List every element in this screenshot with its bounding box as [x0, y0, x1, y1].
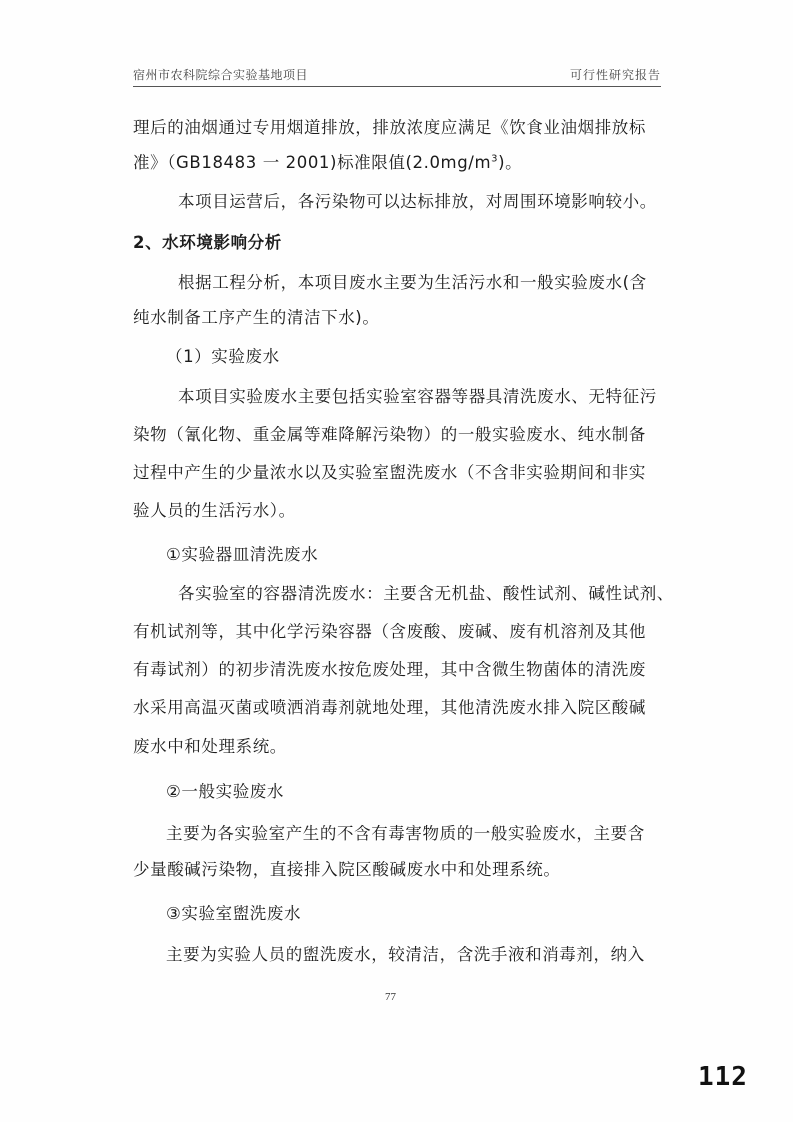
- paragraph-line: 有毒试剂）的初步清洗废水按危废处理，其中含微生物菌体的清洗废: [133, 660, 646, 679]
- stamped-page-number: 112: [698, 1062, 748, 1092]
- unit-superscript: 3: [491, 153, 499, 165]
- paragraph-line: 水采用高温灭菌或喷洒消毒剂就地处理，其他清洗废水排入院区酸碱: [133, 698, 646, 717]
- header-project-title: 宿州市农科院综合实验基地项目: [133, 68, 309, 82]
- subsection-heading: （1）实验废水: [166, 347, 280, 366]
- paragraph-line: 主要为各实验室产生的不含有毒害物质的一般实验废水，主要含: [166, 824, 645, 843]
- paragraph-line: [133, 152, 663, 174]
- standard-text: 准》（GB18483 一 2001)标准限值(2.0mg/m: [133, 153, 492, 172]
- page-number: 77: [385, 991, 396, 1003]
- paragraph-line: 废水中和处理系统。: [133, 737, 287, 756]
- page-header: [133, 64, 661, 86]
- paragraph-line: 理后的油烟通过专用烟道排放，排放浓度应满足《饮食业油烟排放标: [133, 118, 646, 137]
- header-report-type: 可行性研究报告: [569, 68, 661, 82]
- paragraph-line: 纯水制备工序产生的清洁下水)。: [133, 308, 380, 327]
- paragraph-line: 验人员的生活污水）。: [133, 501, 296, 520]
- paragraph-line: 主要为实验人员的盥洗废水，较清洁，含洗手液和消毒剂，纳入: [166, 945, 645, 964]
- item-heading: ②一般实验废水: [166, 782, 284, 801]
- item-heading: ③实验室盥洗废水: [166, 904, 302, 923]
- standard-text-end: )。: [498, 153, 523, 172]
- paragraph-line: 有机试剂等，其中化学污染容器（含废酸、废碱、废有机溶剂及其他: [133, 622, 646, 641]
- paragraph-line: 染物（氰化物、重金属等难降解污染物）的一般实验废水、纯水制备: [133, 425, 646, 444]
- paragraph-line: 少量酸碱污染物，直接排入院区酸碱废水中和处理系统。: [133, 860, 561, 879]
- paragraph-line: 本项目运营后，各污染物可以达标排放，对周围环境影响较小。: [178, 192, 657, 211]
- paragraph-line: 本项目实验废水主要包括实验室容器等器具清洗废水、无特征污: [178, 387, 657, 406]
- paragraph-line: 各实验室的容器清洗废水：主要含无机盐、酸性试剂、碱性试剂、: [178, 584, 674, 603]
- header-divider: [133, 86, 661, 87]
- item-heading: ①实验器皿清洗废水: [166, 545, 319, 564]
- paragraph-line: 过程中产生的少量浓水以及实验室盥洗废水（不含非实验期间和非实: [133, 463, 646, 482]
- paragraph-line: 根据工程分析，本项目废水主要为生活污水和一般实验废水(含: [178, 273, 647, 292]
- section-heading: 2、水环境影响分析: [133, 233, 282, 252]
